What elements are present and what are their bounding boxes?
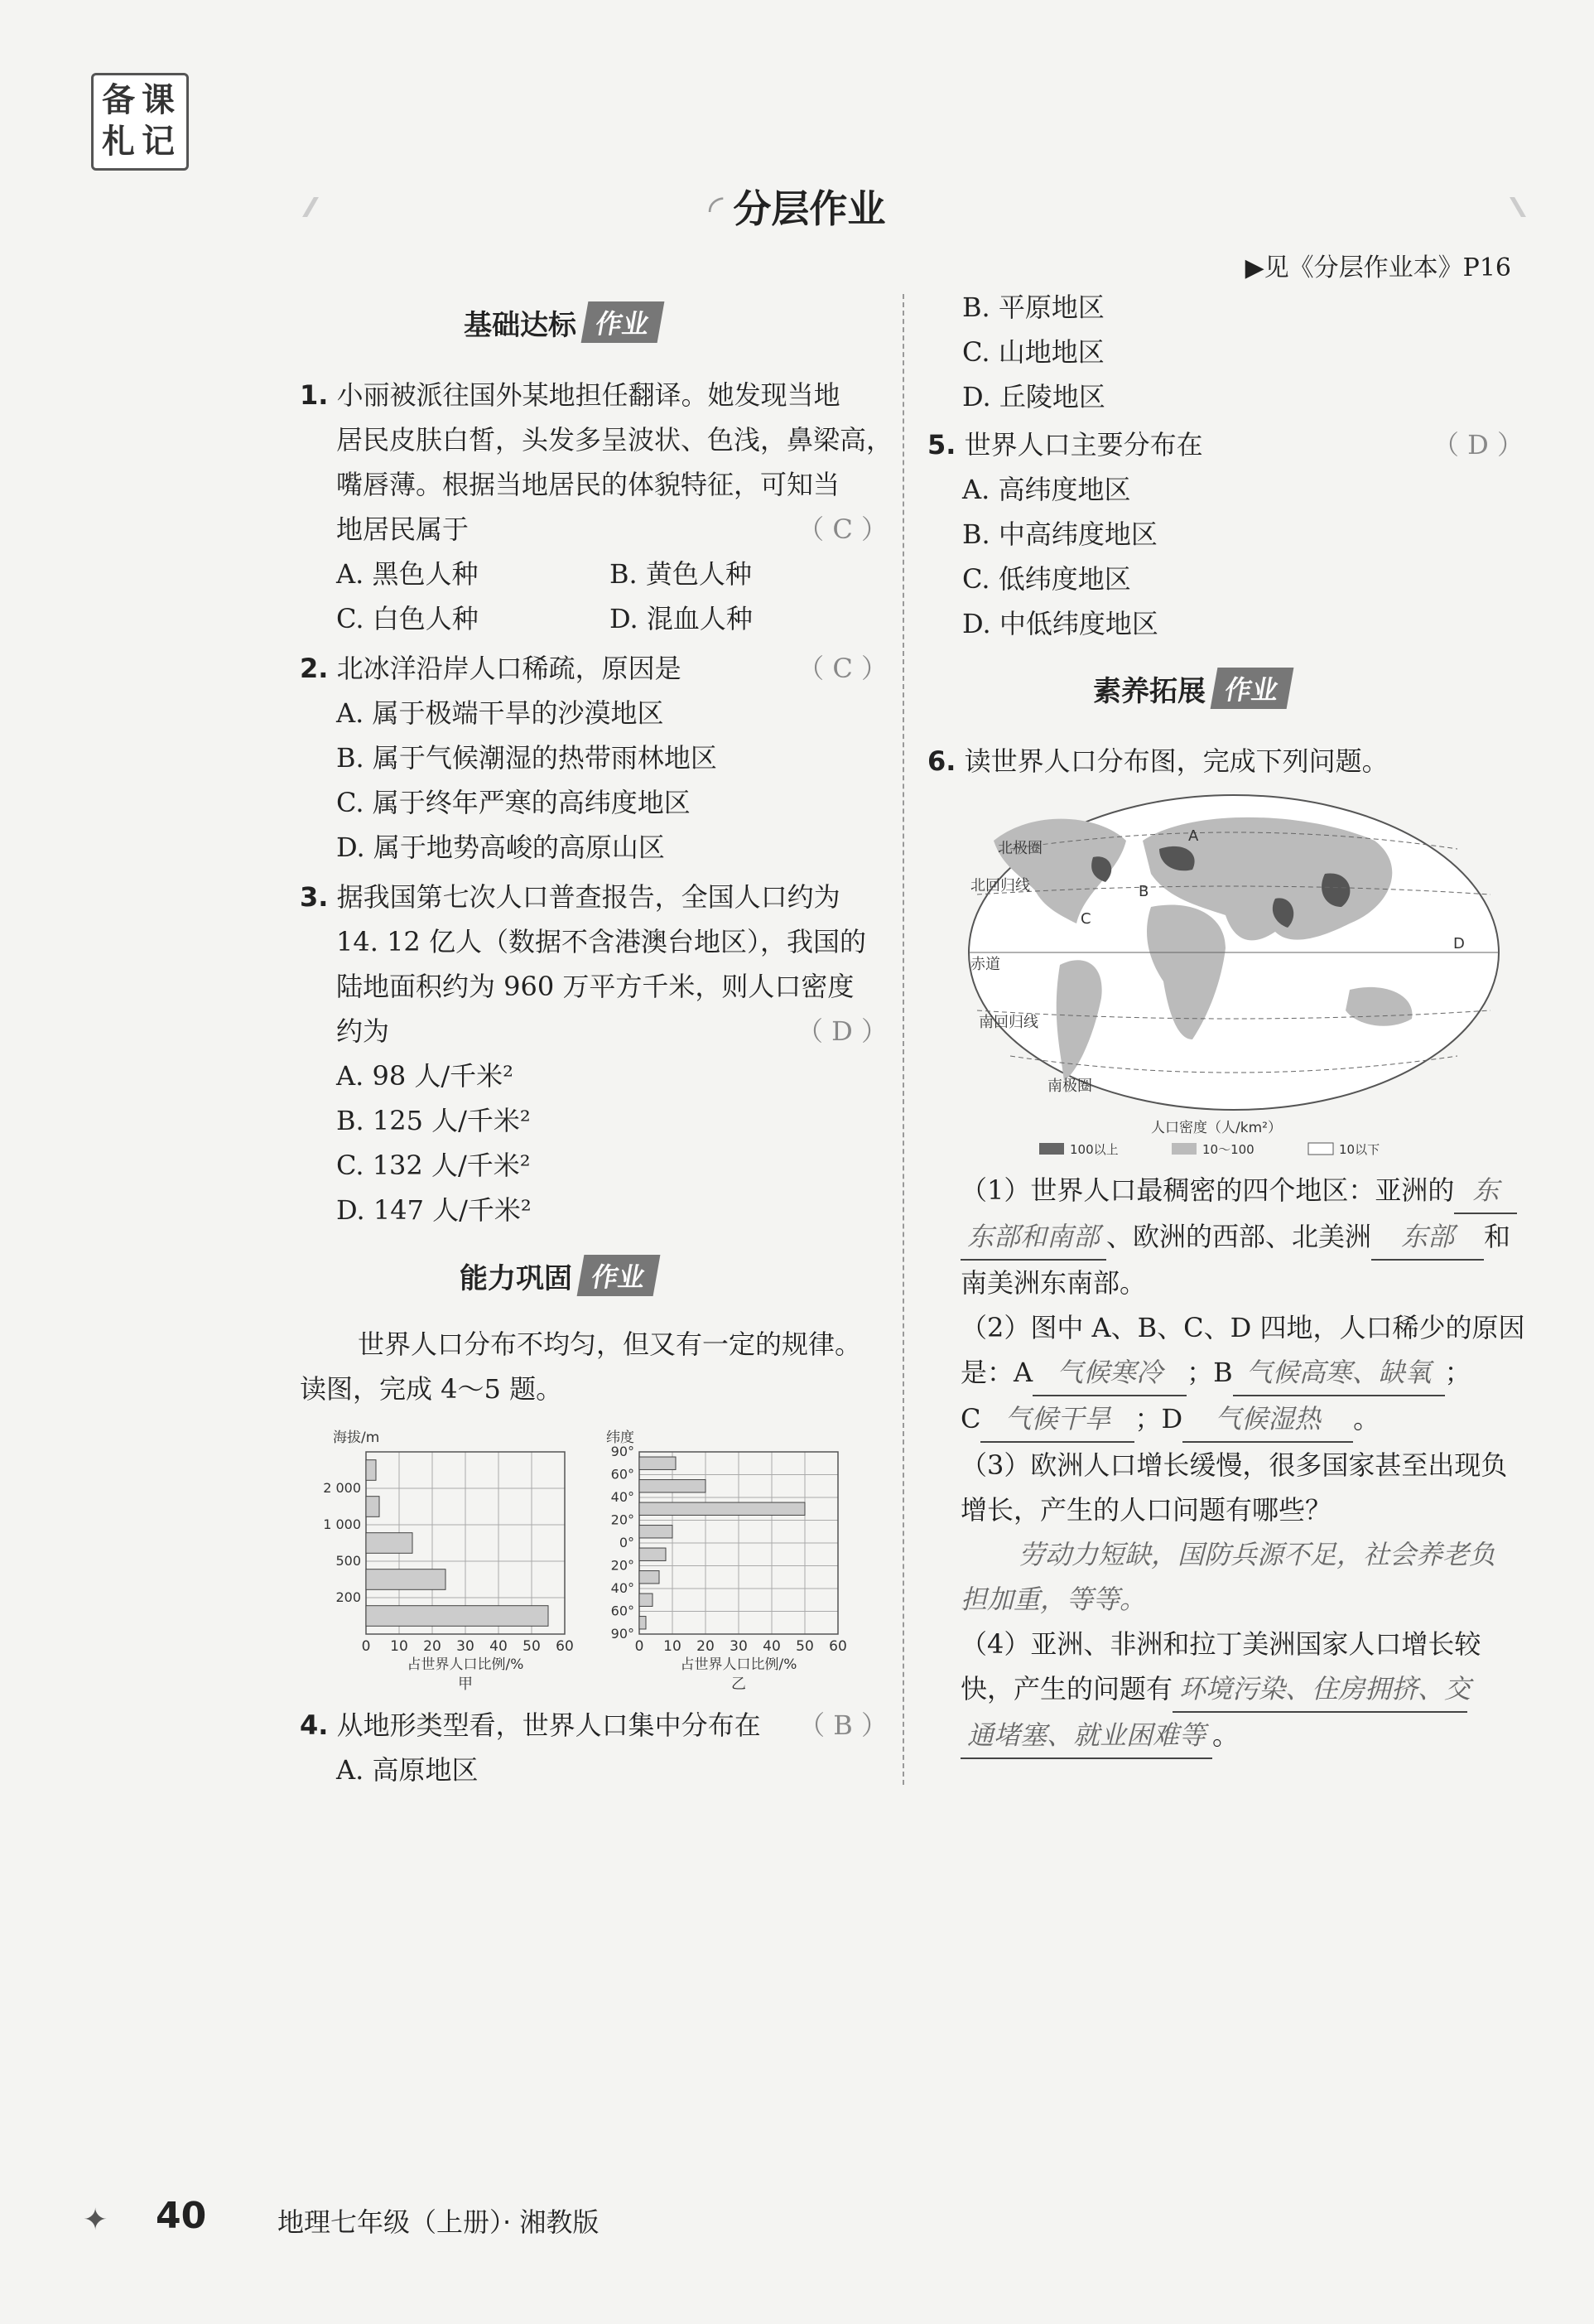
- world-population-map: [961, 791, 1507, 1164]
- y-tick-label: 1 000: [323, 1516, 361, 1532]
- option-b: B. 中高纬度地区: [962, 518, 1158, 550]
- intro-text: 世界人口分布不均匀，但又有一定的规律。: [358, 1328, 862, 1360]
- y-tick-label: 500: [335, 1553, 361, 1569]
- answer-blank: 气候干旱: [980, 1396, 1134, 1443]
- bar: [639, 1594, 653, 1606]
- part3-text: （3）欧洲人口增长缓慢，很多国家甚至出现负: [961, 1449, 1508, 1481]
- bar: [639, 1548, 666, 1560]
- section-ability-tag: 作业: [577, 1255, 661, 1296]
- legend-mid: 10～100: [1202, 1142, 1254, 1157]
- intro-4-5: [300, 1322, 888, 1411]
- part2-text: ；: [1444, 1357, 1471, 1388]
- option-b: B. 属于气候潮湿的热带雨林地区: [336, 742, 717, 774]
- option-d: D. 混血人种: [609, 603, 753, 634]
- y-tick-label: 2 000: [323, 1480, 361, 1496]
- answer-mark: （ C ）: [797, 513, 888, 545]
- section-ability-title: 能力巩固: [460, 1261, 572, 1295]
- y-tick-label: 60°: [610, 1466, 634, 1483]
- part3-answer: 劳动力短缺，国防兵源不足，社会养老负: [1019, 1539, 1496, 1570]
- answer-blank: 东部和南部: [961, 1214, 1106, 1261]
- question-number: 5.: [927, 429, 956, 460]
- label-arctic: 北极圈: [998, 840, 1043, 857]
- option-d: D. 属于地势高峻的高原山区: [336, 832, 665, 863]
- part2-text: ；D: [1134, 1403, 1183, 1434]
- part1-text: 和: [1484, 1221, 1511, 1252]
- question-6-stem: [927, 739, 1524, 784]
- option-c: C. 白色人种: [336, 603, 479, 634]
- part3-text: 增长，产生的人口问题有哪些？: [961, 1494, 1332, 1526]
- label-d: D: [1453, 935, 1465, 952]
- notes-stamp: [91, 73, 189, 171]
- question-text: 世界人口主要分布在: [964, 429, 1203, 460]
- y-tick-label: 0°: [619, 1535, 634, 1550]
- label-c: C: [1081, 910, 1091, 928]
- part2-text: 是：A: [961, 1357, 1033, 1388]
- answer-blank: 环境污染、住房拥挤、交: [1173, 1666, 1467, 1713]
- question-text: 小丽被派往国外某地担任翻译。她发现当地: [336, 379, 840, 411]
- legend-swatch-low: [1308, 1143, 1333, 1155]
- question-number: 1.: [300, 379, 329, 411]
- part4-text: （4）亚洲、非洲和拉丁美洲国家人口增长较: [961, 1628, 1481, 1660]
- label-equator: 赤道: [970, 956, 1000, 973]
- page-title: ◜ 分层作业: [708, 186, 886, 231]
- x-tick-label: 50: [796, 1638, 814, 1655]
- book-title: 地理七年级（上册）· 湘教版: [277, 2206, 600, 2238]
- answer-blank: 东: [1454, 1168, 1517, 1214]
- chart-label: 乙: [731, 1675, 746, 1693]
- answer-blank: 气候寒冷: [1033, 1350, 1187, 1396]
- question-6-parts: [961, 1168, 1524, 1759]
- y-axis-label: 纬度: [606, 1430, 634, 1446]
- option-a: A. 黑色人种: [336, 558, 479, 590]
- label-antarctic: 南极圈: [1047, 1078, 1092, 1095]
- part4-text: 快，产生的问题有: [961, 1673, 1173, 1704]
- y-tick-label: 200: [335, 1589, 361, 1605]
- answer-mark: （ D ）: [1432, 429, 1524, 460]
- question-text: 北冰洋沿岸人口稀疏，原因是: [336, 653, 681, 684]
- bar: [366, 1460, 376, 1481]
- intro-text: 读图，完成 4～5 题。: [300, 1373, 563, 1405]
- section-quality: [1093, 668, 1290, 709]
- option-d: D. 丘陵地区: [962, 381, 1105, 412]
- bar: [639, 1526, 672, 1538]
- part2-text: C: [961, 1403, 981, 1434]
- option-c: C. 低纬度地区: [962, 563, 1131, 595]
- stamp-char: 备: [102, 80, 135, 119]
- option-c: C. 属于终年严寒的高纬度地区: [336, 787, 691, 818]
- question-3: [300, 875, 888, 1232]
- question-text: 陆地面积约为 960 万平方千米，则人口密度: [336, 971, 855, 1002]
- part2-text: 。: [1353, 1403, 1380, 1434]
- section-basic-title: 基础达标: [464, 308, 576, 342]
- option-a: A. 属于极端干旱的沙漠地区: [336, 697, 664, 729]
- question-5: [927, 422, 1524, 646]
- question-1: [300, 373, 893, 641]
- part1-text: 南美洲东南部。: [961, 1267, 1147, 1299]
- answer-blank: 气候高寒、缺氧: [1233, 1350, 1445, 1396]
- option-b: B. 平原地区: [962, 292, 1105, 323]
- label-b: B: [1139, 883, 1149, 900]
- legend-swatch-mid: [1172, 1143, 1197, 1155]
- option-d: D. 中低纬度地区: [962, 608, 1158, 639]
- stamp-char: 课: [142, 80, 175, 119]
- x-tick-label: 40: [763, 1638, 781, 1655]
- section-basic-tag: 作业: [581, 301, 665, 343]
- bar: [366, 1569, 445, 1590]
- part1-text: （1）世界人口最稠密的四个地区：亚洲的: [961, 1174, 1455, 1206]
- y-tick-label: 20°: [610, 1512, 634, 1528]
- part2-text: ；B: [1187, 1357, 1233, 1388]
- y-tick-label: 90°: [610, 1626, 634, 1642]
- part3-answer: 担加重，等等。: [961, 1584, 1147, 1615]
- question-number: 2.: [300, 653, 329, 684]
- question-4: [300, 1703, 888, 1792]
- answer-blank: 通堵塞、就业困难等: [961, 1713, 1212, 1759]
- stamp-char: 记: [142, 122, 175, 161]
- stamp-char: 札: [102, 122, 135, 161]
- question-2: [300, 646, 888, 870]
- x-axis-label: 占世界人口比例/%: [680, 1656, 797, 1673]
- reference-note: ▶见《分层作业本》P16: [1245, 253, 1511, 282]
- chart-label: 甲: [458, 1675, 473, 1693]
- legend-title: 人口密度（人/km²）: [1151, 1120, 1282, 1136]
- footer-logo-icon: ✦: [83, 2203, 108, 2237]
- section-basic: [464, 301, 661, 343]
- x-tick-label: 0: [634, 1638, 644, 1655]
- option-b: B. 125 人/千米²: [336, 1105, 531, 1136]
- section-quality-title: 素养拓展: [1093, 674, 1206, 708]
- option-c: C. 132 人/千米²: [336, 1150, 531, 1181]
- question-number: 4.: [300, 1709, 329, 1741]
- legend-low: 10以下: [1339, 1142, 1380, 1157]
- answer-blank: 东部: [1371, 1214, 1484, 1261]
- bar: [366, 1606, 548, 1627]
- x-axis-label: 占世界人口比例/%: [407, 1656, 524, 1673]
- legend-swatch-high: [1039, 1143, 1064, 1155]
- bar: [639, 1617, 646, 1629]
- part4-text: 。: [1212, 1719, 1240, 1751]
- bar: [366, 1497, 379, 1517]
- page-number: 40: [156, 2195, 207, 2237]
- bar: [639, 1457, 676, 1469]
- y-tick-label: 40°: [610, 1489, 634, 1505]
- y-tick-label: 90°: [610, 1444, 634, 1459]
- part2-text: （2）图中 A、B、C、D 四地，人口稀少的原因: [961, 1312, 1525, 1343]
- option-a: A. 高纬度地区: [962, 474, 1131, 505]
- option-a: A. 98 人/千米²: [336, 1060, 513, 1092]
- question-text: 地居民属于: [336, 513, 470, 545]
- x-tick-label: 40: [489, 1638, 508, 1655]
- x-tick-label: 20: [696, 1638, 715, 1655]
- option-d: D. 147 人/千米²: [336, 1194, 532, 1226]
- x-tick-label: 0: [361, 1638, 371, 1655]
- question-4-continued: [927, 285, 1524, 419]
- question-number: 3.: [300, 881, 329, 913]
- question-number: 6.: [927, 745, 956, 777]
- label-tropic-n: 北回归线: [970, 877, 1030, 894]
- section-quality-tag: 作业: [1211, 668, 1294, 709]
- question-text: 嘴唇薄。根据当地居民的体貌特征，可知当: [336, 469, 840, 500]
- option-b: B. 黄色人种: [609, 558, 752, 590]
- answer-blank: 气候湿热: [1182, 1396, 1353, 1443]
- x-tick-label: 10: [390, 1638, 408, 1655]
- map-legend: [1039, 1142, 1380, 1157]
- title-swoosh-icon: ◜: [708, 186, 724, 231]
- question-text: 从地形类型看，世界人口集中分布在: [336, 1709, 761, 1741]
- bar: [639, 1571, 659, 1584]
- y-tick-label: 20°: [610, 1557, 634, 1574]
- question-text: 读世界人口分布图，完成下列问题。: [964, 745, 1389, 777]
- bar: [366, 1533, 412, 1554]
- question-text: 约为: [336, 1015, 390, 1047]
- question-text: 14. 12 亿人（数据不含港澳台地区），我国的: [336, 926, 866, 957]
- x-tick-label: 10: [663, 1638, 681, 1655]
- bar: [639, 1480, 706, 1492]
- part1-text: 、欧洲的西部、北美洲: [1106, 1221, 1372, 1252]
- y-tick-label: 40°: [610, 1580, 634, 1596]
- bar: [639, 1502, 805, 1515]
- x-tick-label: 30: [456, 1638, 474, 1655]
- y-tick-label: 60°: [610, 1603, 634, 1619]
- y-axis-label: 海拔/m: [333, 1430, 380, 1446]
- legend-high: 100以上: [1070, 1142, 1119, 1157]
- option-a: A. 高原地区: [336, 1754, 479, 1786]
- x-tick-label: 60: [829, 1638, 847, 1655]
- label-tropic-s: 南回归线: [979, 1014, 1038, 1031]
- x-tick-label: 60: [556, 1638, 574, 1655]
- x-tick-label: 20: [423, 1638, 441, 1655]
- question-text: 据我国第七次人口普查报告，全国人口约为: [336, 881, 840, 913]
- x-tick-label: 30: [730, 1638, 748, 1655]
- option-c: C. 山地地区: [962, 336, 1105, 368]
- question-text: 居民皮肤白皙，头发多呈波状、色浅，鼻梁高，: [336, 424, 893, 456]
- chart-altitude: [323, 1430, 574, 1693]
- x-tick-label: 50: [523, 1638, 541, 1655]
- answer-mark: （ B ）: [798, 1709, 888, 1741]
- label-a: A: [1188, 827, 1199, 845]
- section-ability: [460, 1255, 657, 1296]
- answer-mark: （ D ）: [796, 1015, 888, 1047]
- answer-mark: （ C ）: [797, 653, 888, 684]
- column-divider: [903, 294, 904, 1785]
- chart-latitude: [606, 1430, 847, 1693]
- population-charts: [315, 1420, 878, 1694]
